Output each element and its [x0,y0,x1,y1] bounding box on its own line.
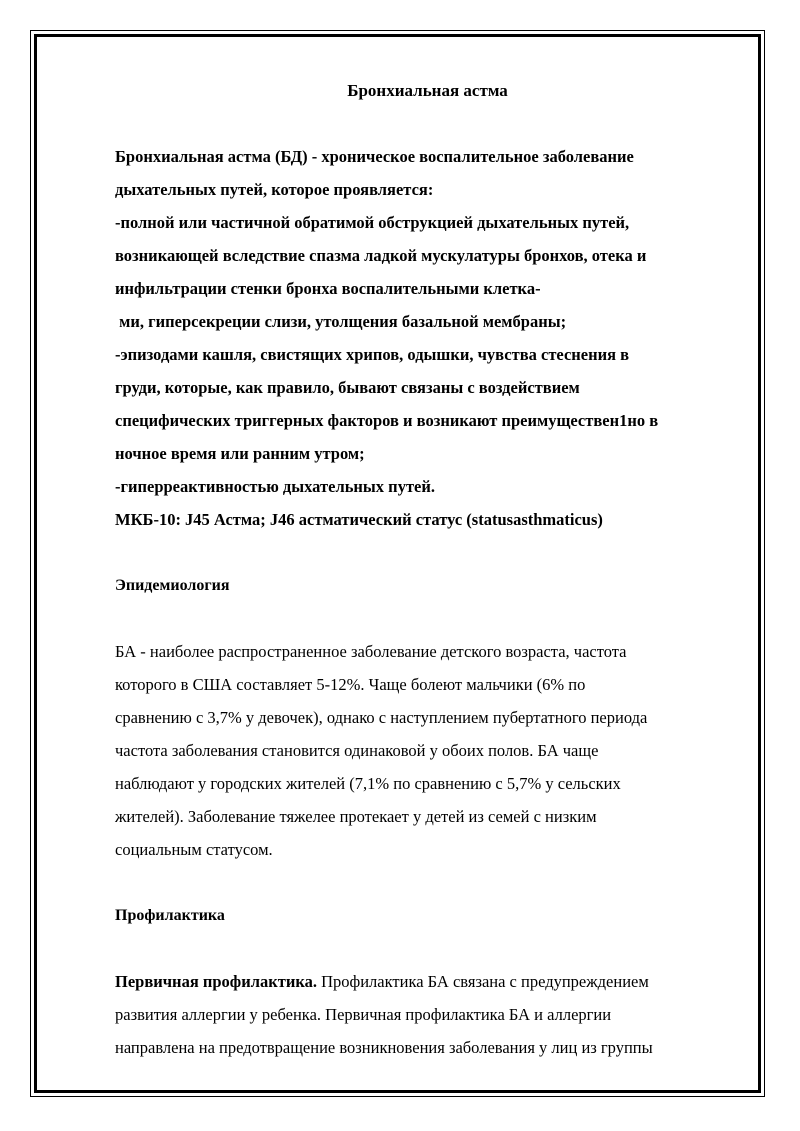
definition-line: -эпизодами кашля, свистящих хрипов, одышки, чувства стеснения в [115,345,630,364]
definition-block [115,140,740,536]
primary-prophylaxis-line [115,965,740,998]
section-prophylaxis [115,899,740,1064]
definition-line: возникающей вследствие спазма ладкой мускулатуры бронхов, отека и [115,246,647,265]
section-heading: Эпидемиология [115,577,230,594]
definition-line: специфических триггерных факторов и возникают преимуществен1но в [115,411,659,430]
definition-line: ночное время или ранним утром; [115,444,365,463]
body-line: направлена на предотвращение возникновения заболевания у лиц из группы [115,1038,653,1057]
definition-line: -полной или частичной обратимой обструкцией дыхательных путей, [115,213,630,232]
heading-spacer [115,932,740,965]
definition-line: -гиперреактивностью дыхательных путей. [115,477,436,496]
body-line: сравнению с 3,7% у девочек), однако с наступлением пубертатного периода [115,708,648,727]
body-line: которого в США составляет 5-12%. Чаще болеют мальчики (6% по [115,675,586,694]
body-line: БА - наиболее распространенное заболевание детского возраста, частота [115,642,627,661]
definition-line: инфильтрации стенки бронха воспалительными клетка- [115,279,541,298]
section-spacer [115,536,740,569]
body-line: жителей). Заболевание тяжелее протекает у детей из семей с низким [115,807,597,826]
body-line: развития аллергии у ребенка. Первичная профилактика БА и аллергии [115,1005,612,1024]
page-title: Бронхиальная астма [347,81,508,100]
section-epidemiology [115,569,740,866]
definition-line: Бронхиальная астма (БД) - хроническое воспалительное заболевание [115,147,634,166]
definition-line: ми, гиперсекреции слизи, утолщения базальной мембраны; [115,312,567,331]
section-heading: Профилактика [115,907,225,924]
body-line: наблюдают у городских жителей (7,1% по сравнению с 5,7% у сельских [115,774,621,793]
definition-line: груди, которые, как правило, бывают связаны с воздействием [115,378,580,397]
title-spacer [115,107,740,140]
icd-code-line: МКБ-10: J45 Астма; J46 астматический статус (statusasthmaticus) [115,510,603,529]
body-line: частота заболевания становится одинаковой у обоих полов. БА чаще [115,741,599,760]
heading-spacer [115,602,740,635]
section-spacer [115,866,740,899]
primary-prophylaxis-text: Профилактика БА связана с предупреждением [316,972,649,991]
body-line: социальным статусом. [115,840,273,859]
definition-line: дыхательных путей, которое проявляется: [115,180,434,199]
document-content [115,60,740,1064]
primary-prophylaxis-label: Первичная профилактика. [115,972,317,991]
